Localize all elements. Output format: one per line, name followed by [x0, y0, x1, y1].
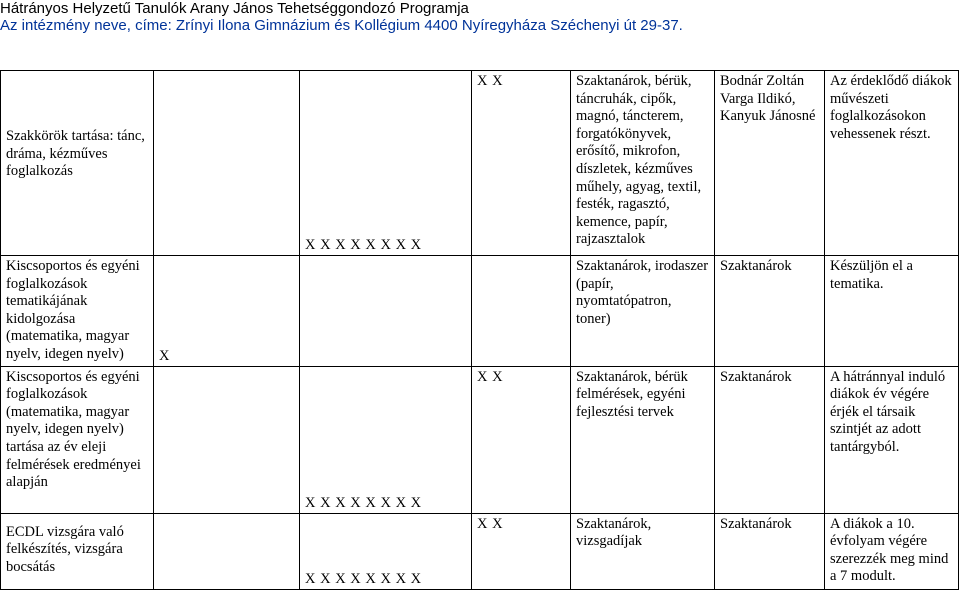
- schedule-marks: X: [159, 347, 170, 364]
- responsible-cell: [715, 366, 825, 513]
- goal-cell: [825, 256, 959, 367]
- goal-cell: [825, 513, 959, 589]
- marks-right-cell: [472, 71, 571, 256]
- resources-text: Szaktanárok, vizsgadíjak: [576, 515, 652, 550]
- resources-cell: [571, 71, 715, 256]
- marks-cell: [300, 71, 472, 256]
- activity-cell: [1, 366, 154, 513]
- marks-cell: [300, 366, 472, 513]
- blank-cell: [300, 256, 472, 367]
- activity-cell: [1, 71, 154, 256]
- activity-cell: [1, 513, 154, 589]
- goal-text: Az érdeklődő diákok művészeti foglalkozásokon vehessenek részt.: [830, 73, 952, 142]
- schedule-marks: X X X X X X X X: [305, 494, 422, 511]
- activity-table: [0, 70, 959, 590]
- resources-cell: [571, 366, 715, 513]
- schedule-marks-right: X X: [477, 515, 504, 532]
- schedule-marks: X X X X X X X X: [305, 570, 422, 587]
- responsible-text: Szaktanárok: [720, 258, 792, 274]
- marks-right-cell: [472, 366, 571, 513]
- responsible-cell: [715, 71, 825, 256]
- program-title: Hátrányos Helyzetű Tanulók Arany János Tehetséggondozó Programja: [0, 0, 469, 17]
- activity-text: ECDL vizsgára való felkészítés, vizsgára bocsátás: [6, 523, 124, 575]
- goal-cell: [825, 366, 959, 513]
- goal-cell: [825, 71, 959, 256]
- schedule-marks-right: X X: [477, 368, 504, 385]
- schedule-marks-right: X X: [477, 73, 504, 89]
- blank-cell: [154, 513, 300, 589]
- blank-cell: [154, 366, 300, 513]
- goal-text: A diákok a 10. évfolyam végére szerezzék meg mind a 7 modult.: [830, 515, 949, 585]
- marks-cell: [154, 256, 300, 367]
- schedule-marks: X X X X X X X X: [305, 237, 422, 254]
- resources-cell: [571, 513, 715, 589]
- responsible-text: Szaktanárok: [720, 515, 792, 532]
- activity-text: Kiscsoportos és egyéni foglalkozások tematikájának kidolgozása (matematika, magyar nyelv, idegen nyelv): [6, 258, 140, 362]
- activity-text: Kiscsoportos és egyéni foglalkozások (matematika, magyar nyelv, idegen nyelv) tartása az év eleji felmérések eredményei alapján: [6, 368, 141, 491]
- blank-cell: [472, 256, 571, 367]
- table-row: [1, 256, 959, 367]
- table-row: [1, 513, 959, 589]
- resources-text: Szaktanárok, bérük felmérések, egyéni fejlesztési tervek: [576, 368, 688, 420]
- table-row: [1, 366, 959, 513]
- marks-cell: [300, 513, 472, 589]
- marks-right-cell: [472, 513, 571, 589]
- institution-line: Az intézmény neve, címe: Zrínyi Ilona Gimnázium és Kollégium 4400 Nyíregyháza Széchenyi út 29-37.: [0, 17, 683, 34]
- goal-text: Készüljön el a tematika.: [830, 258, 913, 292]
- resources-cell: [571, 256, 715, 367]
- resources-text: Szaktanárok, irodaszer (papír, nyomtatópatron, toner): [576, 258, 709, 327]
- resources-text: Szaktanárok, bérük, táncruhák, cipők, magnó, táncterem, forgatókönyvek, erősítő, mikrofon, díszletek, kézműves műhely, agyag, textil, festék, ragasztó, kemence, papír, rajzasztalok: [576, 73, 702, 248]
- blank-cell: [154, 71, 300, 256]
- responsible-cell: [715, 513, 825, 589]
- activity-cell: [1, 256, 154, 367]
- responsible-text: Bodnár Zoltán Varga Ildikó, Kanyuk Jánosné: [720, 73, 816, 125]
- responsible-text: Szaktanárok: [720, 368, 792, 385]
- activity-text: Szakkörök tartása: tánc, dráma, kézműves foglalkozás: [6, 128, 145, 180]
- goal-text: A hátránnyal induló diákok év végére érjék el társaik szintjét az adott tantárgyból.: [830, 368, 946, 455]
- table-row: [1, 71, 959, 256]
- responsible-cell: [715, 256, 825, 367]
